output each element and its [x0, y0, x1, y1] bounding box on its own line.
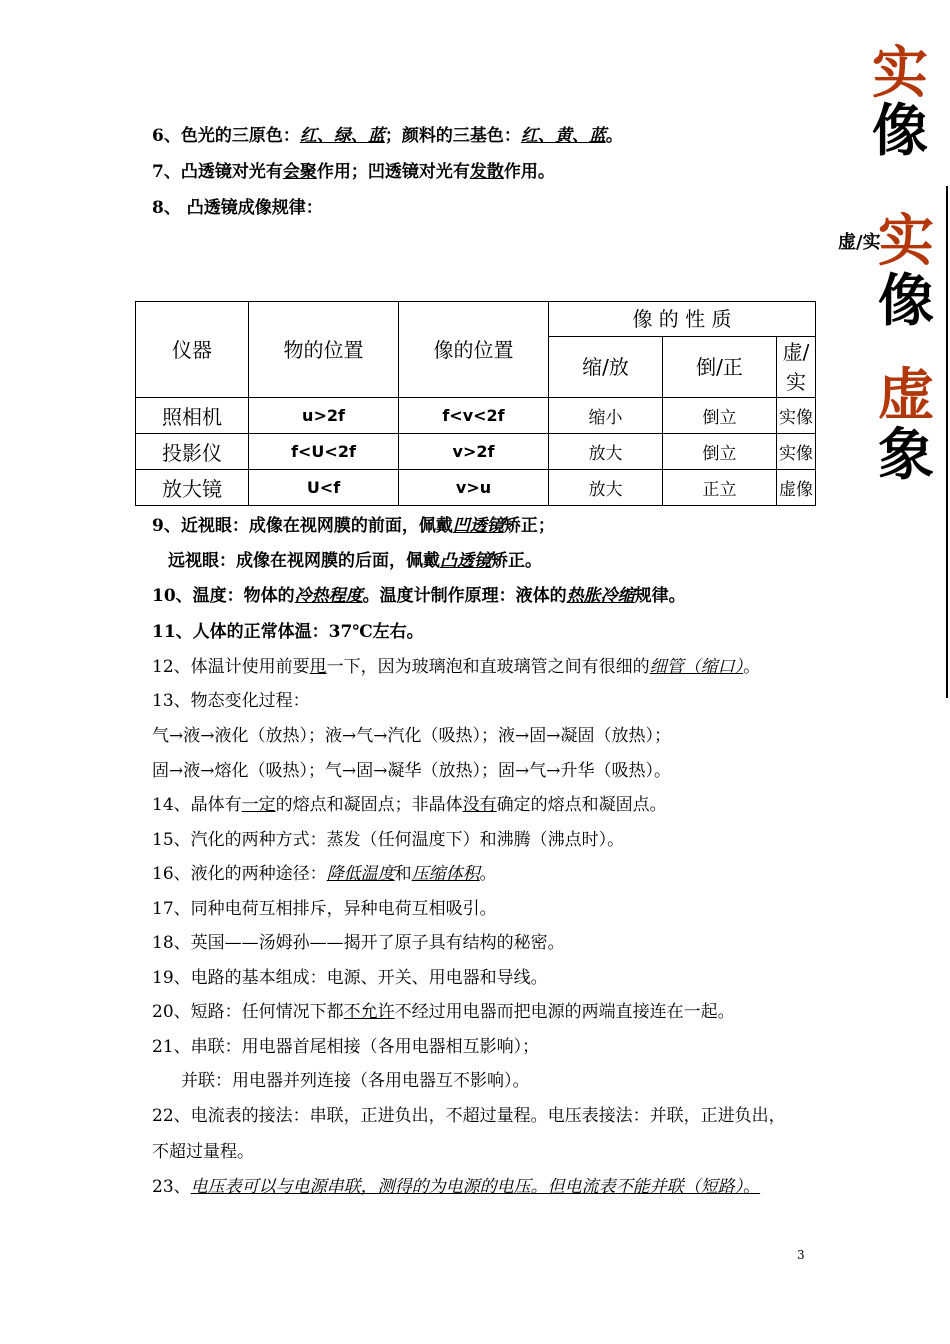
cell-size: 缩小 [549, 398, 663, 434]
cell-object-position: f<U<2f [249, 434, 399, 470]
header-instrument: 仪器 [136, 302, 249, 398]
item-22-cont: 不超过量程。 [152, 1142, 254, 1162]
side-char-image-black: 像 [872, 99, 928, 164]
item-7: 7、凸透镜对光有会聚作用；凹透镜对光有发散作用。 [152, 162, 555, 182]
table-row [136, 470, 816, 506]
side-char-real-red: 实 [872, 41, 928, 106]
cell-orientation: 正立 [663, 470, 777, 506]
item-14: 14、晶体有一定的熔点和凝固点；非晶体没有确定的熔点和凝固点。 [152, 795, 667, 815]
cell-image-position: v>2f [399, 434, 549, 470]
cell-size: 放大 [549, 434, 663, 470]
table-row [136, 434, 816, 470]
item-13-line-a: 气→液→液化（放热）；液→气→汽化（吸热）；液→固→凝固（放热）； [152, 726, 671, 746]
side-char-image-black-3: 象 [878, 423, 934, 488]
item-15: 15、汽化的两种方式：蒸发（任何温度下）和沸腾（沸点时）。 [152, 830, 625, 850]
item-8: 8、 凸透镜成像规律： [152, 198, 323, 218]
cell-instrument: 照相机 [136, 398, 249, 434]
cell-object-position: U<f [249, 470, 399, 506]
cell-image-position: v>u [399, 470, 549, 506]
table-row [136, 398, 816, 434]
cell-kind: 实像 [777, 434, 816, 470]
lens-imaging-table [135, 301, 816, 506]
header-image-position: 像的位置 [399, 302, 549, 398]
item-9-hyperopia: 远视眼：成像在视网膜的后面，佩戴凸透镜矫正。 [168, 551, 542, 571]
item-11: 11、人体的正常体温：37℃左右。 [152, 622, 424, 642]
cell-size: 放大 [549, 470, 663, 506]
cell-object-position: u>2f [249, 398, 399, 434]
item-17: 17、同种电荷互相排斥，异种电荷互相吸引。 [152, 899, 497, 919]
item-13-line-b: 固→液→熔化（吸热）；气→固→凝华（放热）；固→气→升华（吸热）。 [152, 761, 671, 781]
cell-instrument: 放大镜 [136, 470, 249, 506]
side-label-virtual-real: 虚/实 [838, 232, 881, 253]
item-19: 19、电路的基本组成：电源、开关、用电器和导线。 [152, 968, 548, 988]
side-char-real-red-2: 实 [878, 209, 934, 274]
side-char-virtual-red: 虚 [878, 363, 934, 428]
header-orientation: 倒/正 [663, 337, 777, 398]
cell-kind: 虚像 [777, 470, 816, 506]
item-13: 13、物态变化过程： [152, 691, 310, 711]
cell-orientation: 倒立 [663, 398, 777, 434]
margin-rule [946, 186, 948, 698]
header-kind: 虚/实 [777, 337, 816, 398]
item-10: 10、温度：物体的冷热程度。温度计制作原理：液体的热胀冷缩规律。 [152, 586, 686, 606]
page-number: 3 [797, 1248, 805, 1262]
side-char-image-black-2: 像 [878, 269, 934, 334]
header-object-position: 物的位置 [249, 302, 399, 398]
item-20: 20、短路：任何情况下都不允许不经过用电器而把电源的两端直接连在一起。 [152, 1002, 735, 1022]
item-21-series: 21、串联：用电器首尾相接（各用电器相互影响）； [152, 1037, 540, 1057]
item-21-parallel: 并联：用电器并列连接（各用电器互不影响）。 [181, 1071, 530, 1091]
cell-image-position: f<v<2f [399, 398, 549, 434]
item-23: 23、电压表可以与电源串联，测得的为电源的电压。但电流表不能并联（短路）。 [152, 1177, 761, 1197]
cell-instrument: 投影仪 [136, 434, 249, 470]
item-22: 22、电流表的接法：串联，正进负出，不超过量程。电压表接法：并联，正进负出， [152, 1106, 786, 1126]
cell-orientation: 倒立 [663, 434, 777, 470]
item-12: 12、体温计使用前要甩一下，因为玻璃泡和直玻璃管之间有很细的细管（缩口）。 [152, 657, 761, 677]
item-6: 6、色光的三原色：红、绿、蓝；颜料的三基色：红、黄、蓝。 [152, 126, 623, 146]
item-9-myopia: 9、近视眼：成像在视网膜的前面，佩戴凹透镜矫正； [152, 516, 555, 536]
item-16: 16、液化的两种途径：降低温度和压缩体积。 [152, 864, 497, 884]
header-size: 缩/放 [549, 337, 663, 398]
header-image-nature: 像 的 性 质 [549, 302, 816, 337]
cell-kind: 实像 [777, 398, 816, 434]
item-18: 18、英国——汤姆孙——揭开了原子具有结构的秘密。 [152, 933, 565, 953]
